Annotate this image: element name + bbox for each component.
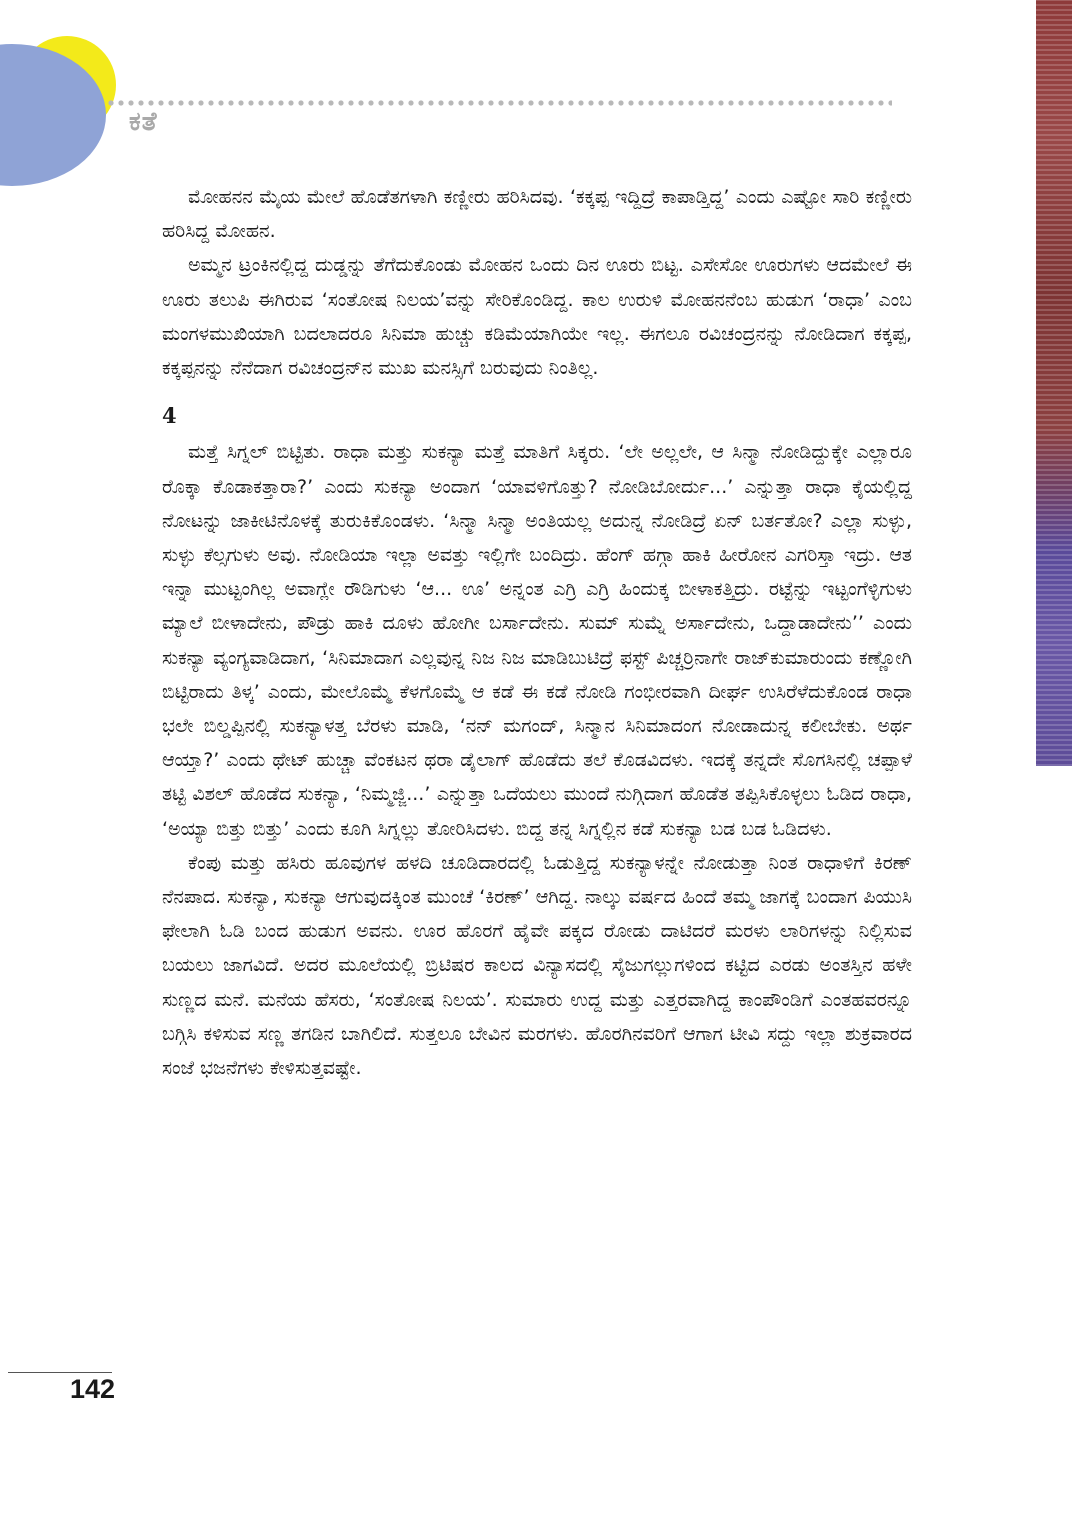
paragraph: ಅಮ್ಮನ ಟ್ರಂಕಿನಲ್ಲಿದ್ದ ದುಡ್ಡನ್ನು ತೆಗೆದುಕೊಂಡು ಮೋಹನ ಒಂದು ದಿನ ಊರು ಬಿಟ್ಟ. ಎಸೇಸೋ ಊರುಗಳು ಆದಮೇಲೆ ಈ ಊರು ತಲುಪಿ ಈಗಿರುವ ‘ಸಂತೋಷ ನಿಲಯ’ವನ್ನು ಸೇರಿಕೊಂಡಿದ್ದ. ಕಾಲ ಉರುಳಿ ಮೋಹನನೆಂಬ ಹುಡುಗ ‘ರಾಧಾ’ ಎಂಬ ಮಂಗಳಮುಖಿಯಾಗಿ ಬದಲಾದರೂ ಸಿನಿಮಾ ಹುಚ್ಚು ಕಡಿಮೆಯಾಗಿಯೇ ಇಲ್ಲ. ಈಗಲೂ ರವಿಚಂದ್ರನನ್ನು ನೋಡಿದಾಗ ಕಕ್ಕಪ್ಪ, ಕಕ್ಕಪ್ಪನನ್ನು ನೆನೆದಾಗ ರವಿಚಂದ್ರನ್‌ನ ಮುಖ ಮನಸ್ಸಿಗೆ ಬರುವುದು ನಿಂತಿಲ್ಲ. <box>162 254 912 380</box>
dotted-header-rule <box>106 99 892 107</box>
page-edge-strip <box>1036 0 1072 766</box>
page-number: 142 <box>70 1374 116 1404</box>
paragraph: ಮೋಹನನ ಮೈಯ ಮೇಲೆ ಹೊಡೆತಗಳಾಗಿ ಕಣ್ಣೀರು ಹರಿಸಿದವು. ‘ಕಕ್ಕಪ್ಪ ಇದ್ದಿದ್ರೆ ಕಾಪಾಡ್ತಿದ್ದ’ ಎಂದು ಎಷ್ಟೋ ಸಾರಿ ಕಣ್ಣೀರು ಹರಿಸಿದ್ದ ಮೋಹನ. <box>162 186 912 243</box>
section-number: 4 <box>162 403 177 429</box>
paragraph: ಕೆಂಪು ಮತ್ತು ಹಸಿರು ಹೂವುಗಳ ಹಳದಿ ಚೂಡಿದಾರದಲ್ಲಿ ಓಡುತ್ತಿದ್ದ ಸುಕನ್ಯಾಳನ್ನೇ ನೋಡುತ್ತಾ ನಿಂತ ರಾಧಾಳಿಗೆ ಕಿರಣ್ ನೆನಪಾದ. ಸುಕನ್ಯಾ, ಸುಕನ್ಯಾ ಆಗುವುದಕ್ಕಿಂತ ಮುಂಚೆ ‘ಕಿರಣ್’ ಆಗಿದ್ದ. ನಾಲ್ಕು ವರ್ಷದ ಹಿಂದೆ ತಮ್ಮ ಜಾಗಕ್ಕೆ ಬಂದಾಗ ಪಿಯುಸಿ ಫೇಲಾಗಿ ಓಡಿ ಬಂದ ಹುಡುಗ ಅವನು. ಊರ ಹೊರಗೆ ಹೈವೇ ಪಕ್ಕದ ರೋಡು ದಾಟಿದರೆ ಮರಳು ಲಾರಿಗಳನ್ನು ನಿಲ್ಲಿಸುವ ಬಯಲು ಜಾಗವಿದೆ. ಅದರ ಮೂಲೆಯಲ್ಲಿ ಬ್ರಿಟಿಷರ ಕಾಲದ ವಿನ್ಯಾಸದಲ್ಲಿ ಸೈಜುಗಲ್ಲುಗಳಿಂದ ಕಟ್ಟಿದ ಎರಡು ಅಂತಸ್ತಿನ ಹಳೇ ಸುಣ್ಣದ ಮನೆ. ಮನೆಯ ಹೆಸರು, ‘ಸಂತೋಷ ನಿಲಯ’. ಸುಮಾರು ಉದ್ದ ಮತ್ತು ಎತ್ತರವಾಗಿದ್ದ ಕಾಂಪೌಂಡಿಗೆ ಎಂತಹವರನ್ನೂ ಬಗ್ಗಿಸಿ ಕಳಿಸುವ ಸಣ್ಣ ತಗಡಿನ ಬಾಗಿಲಿದೆ. ಸುತ್ತಲೂ ಬೇವಿನ ಮರಗಳು. ಹೊರಗಿನವರಿಗೆ ಆಗಾಗ ಟೀವಿ ಸದ್ದು ಇಲ್ಲಾ ಶುಕ್ರವಾರದ ಸಂಜೆ ಭಜನೆಗಳು ಕೇಳಿಸುತ್ತವಷ್ಟೇ. <box>162 851 912 1080</box>
section-label: ಕತೆ <box>129 107 158 137</box>
story-body <box>162 180 912 1085</box>
paragraph: ಮತ್ತೆ ಸಿಗ್ನಲ್ ಬಿಟ್ಟಿತು. ರಾಧಾ ಮತ್ತು ಸುಕನ್ಯಾ ಮತ್ತೆ ಮಾತಿಗೆ ಸಿಕ್ಕರು. ‘ಲೇ ಅಲ್ಲಲೇ, ಆ ಸಿನ್ಮಾ ನೋಡಿದ್ದುಕ್ಕೇ ಎಲ್ಲಾರೂ ರೊಕ್ಕಾ ಕೊಡಾಕತ್ತಾರಾ?’ ಎಂದು ಸುಕನ್ಯಾ ಅಂದಾಗ ‘ಯಾವಳಿಗೊತ್ತು? ನೋಡಿಬೋರ್ದು...’ ಎನ್ನುತ್ತಾ ರಾಧಾ ಕೈಯಲ್ಲಿದ್ದ ನೋಟನ್ನು ಜಾಕೀಟಿನೊಳಕ್ಕೆ ತುರುಕಿಕೊಂಡಳು. ‘ಸಿನ್ಮಾ ಸಿನ್ಮಾ ಅಂತಿಯಲ್ಲ ಅದುನ್ನ ನೋಡಿದ್ರೆ ಏನ್ ಬರ್ತತೋ? ಎಲ್ಲಾ ಸುಳ್ಳು, ಸುಳ್ಳು ಕೆಲ್ಸಗುಳು ಅವು. ನೋಡಿಯಾ ಇಲ್ಲಾ ಅವತ್ತು ಇಲ್ಲಿಗೇ ಬಂದಿದ್ರು. ಹೆಂಗ್ ಹಗ್ಗಾ ಹಾಕಿ ಹೀರೋನ ಎಗರಿಸ್ತಾ ಇದ್ರು. ಆತ ಇನ್ನಾ ಮುಟ್ಟಂಗಿಲ್ಲ ಅವಾಗ್ಲೇ ರೌಡಿಗುಳು ‘ಆ... ಊ’ ಅನ್ನಂತ ಎಗ್ರಿ ಎಗ್ರಿ ಹಿಂದುಕ್ಕ ಬೀಳಾಕತ್ತಿದ್ರು. ರಟ್ಟೆನ್ನು ಇಟ್ಟಂಗೆಳ್ಳಿಗುಳು ಮ್ಯಾಲೆ ಬೀಳಾದೇನು, ಪೌಡ್ರು ಹಾಕಿ ದೂಳು ಹೋಗೀ ಬರ್ಸಾದೇನು. ಸುಮ್ ಸುಮ್ನೆ ಅರ್ಸಾದೇನು, ಒದ್ದಾಡಾದೇನು’’ ಎಂದು ಸುಕನ್ಯಾ ವ್ಯಂಗ್ಯವಾಡಿದಾಗ, ‘ಸಿನಿಮಾದಾಗ ಎಲ್ಲವುನ್ನ ನಿಜ ನಿಜ ಮಾಡಿಬುಟಿದ್ರೆ ಫಸ್ಟ್ ಪಿಚ್ಚರ್ರಿನಾಗೇ ರಾಜ್‌ಕುಮಾರುಂದು ಕಣ್ಣೋಗಿ ಬಿಟ್ಟಿರಾದು ತಿಳ್ಕ’ ಎಂದು, ಮೇಲೊಮ್ಮೆ ಕೆಳಗೊಮ್ಮೆ ಆ ಕಡೆ ಈ ಕಡೆ ನೋಡಿ ಗಂಭೀರವಾಗಿ ದೀರ್ಘ ಉಸಿರೆಳೆದುಕೊಂಡ ರಾಧಾ ಭಲೇ ಬಿಲ್ಡಪ್ಪಿನಲ್ಲಿ ಸುಕನ್ಯಾಳತ್ತ ಬೆರಳು ಮಾಡಿ, ‘ನನ್ ಮಗಂದ್, ಸಿನ್ಮಾನ ಸಿನಿಮಾದಂಗ ನೋಡಾದುನ್ನ ಕಲೀಬೇಕು. ಅರ್ಥ ಆಯ್ತಾ?’ ಎಂದು ಥೇಟ್ ಹುಚ್ಚಾ ವೆಂಕಟನ ಥರಾ ಡೈಲಾಗ್ ಹೊಡೆದು ತಲೆ ಕೊಡವಿದಳು. ಇದಕ್ಕೆ ತನ್ನದೇ ಸೊಗಸಿನಲ್ಲಿ ಚಪ್ಪಾಳೆ ತಟ್ಟಿ ವಿಶಲ್ ಹೊಡೆದ ಸುಕನ್ಯಾ, ‘ನಿಮ್ಮಜ್ಜಿ...’ ಎನ್ನುತ್ತಾ ಒದೆಯಲು ಮುಂದೆ ನುಗ್ಗಿದಾಗ ಹೊಡೆತ ತಪ್ಪಿಸಿಕೊಳ್ಳಲು ಓಡಿದ ರಾಧಾ, ‘ಅಯ್ಯಾ ಬಿತ್ತು ಬಿತ್ತು’ ಎಂದು ಕೂಗಿ ಸಿಗ್ನಲ್ಲು ತೋರಿಸಿದಳು. ಬಿದ್ದ ತನ್ನ ಸಿಗ್ನಲ್ಲಿನ ಕಡೆ ಸುಕನ್ಯಾ ಬಡ ಬಡ ಓಡಿದಳು. <box>162 441 912 840</box>
footer-rule <box>8 1372 112 1373</box>
